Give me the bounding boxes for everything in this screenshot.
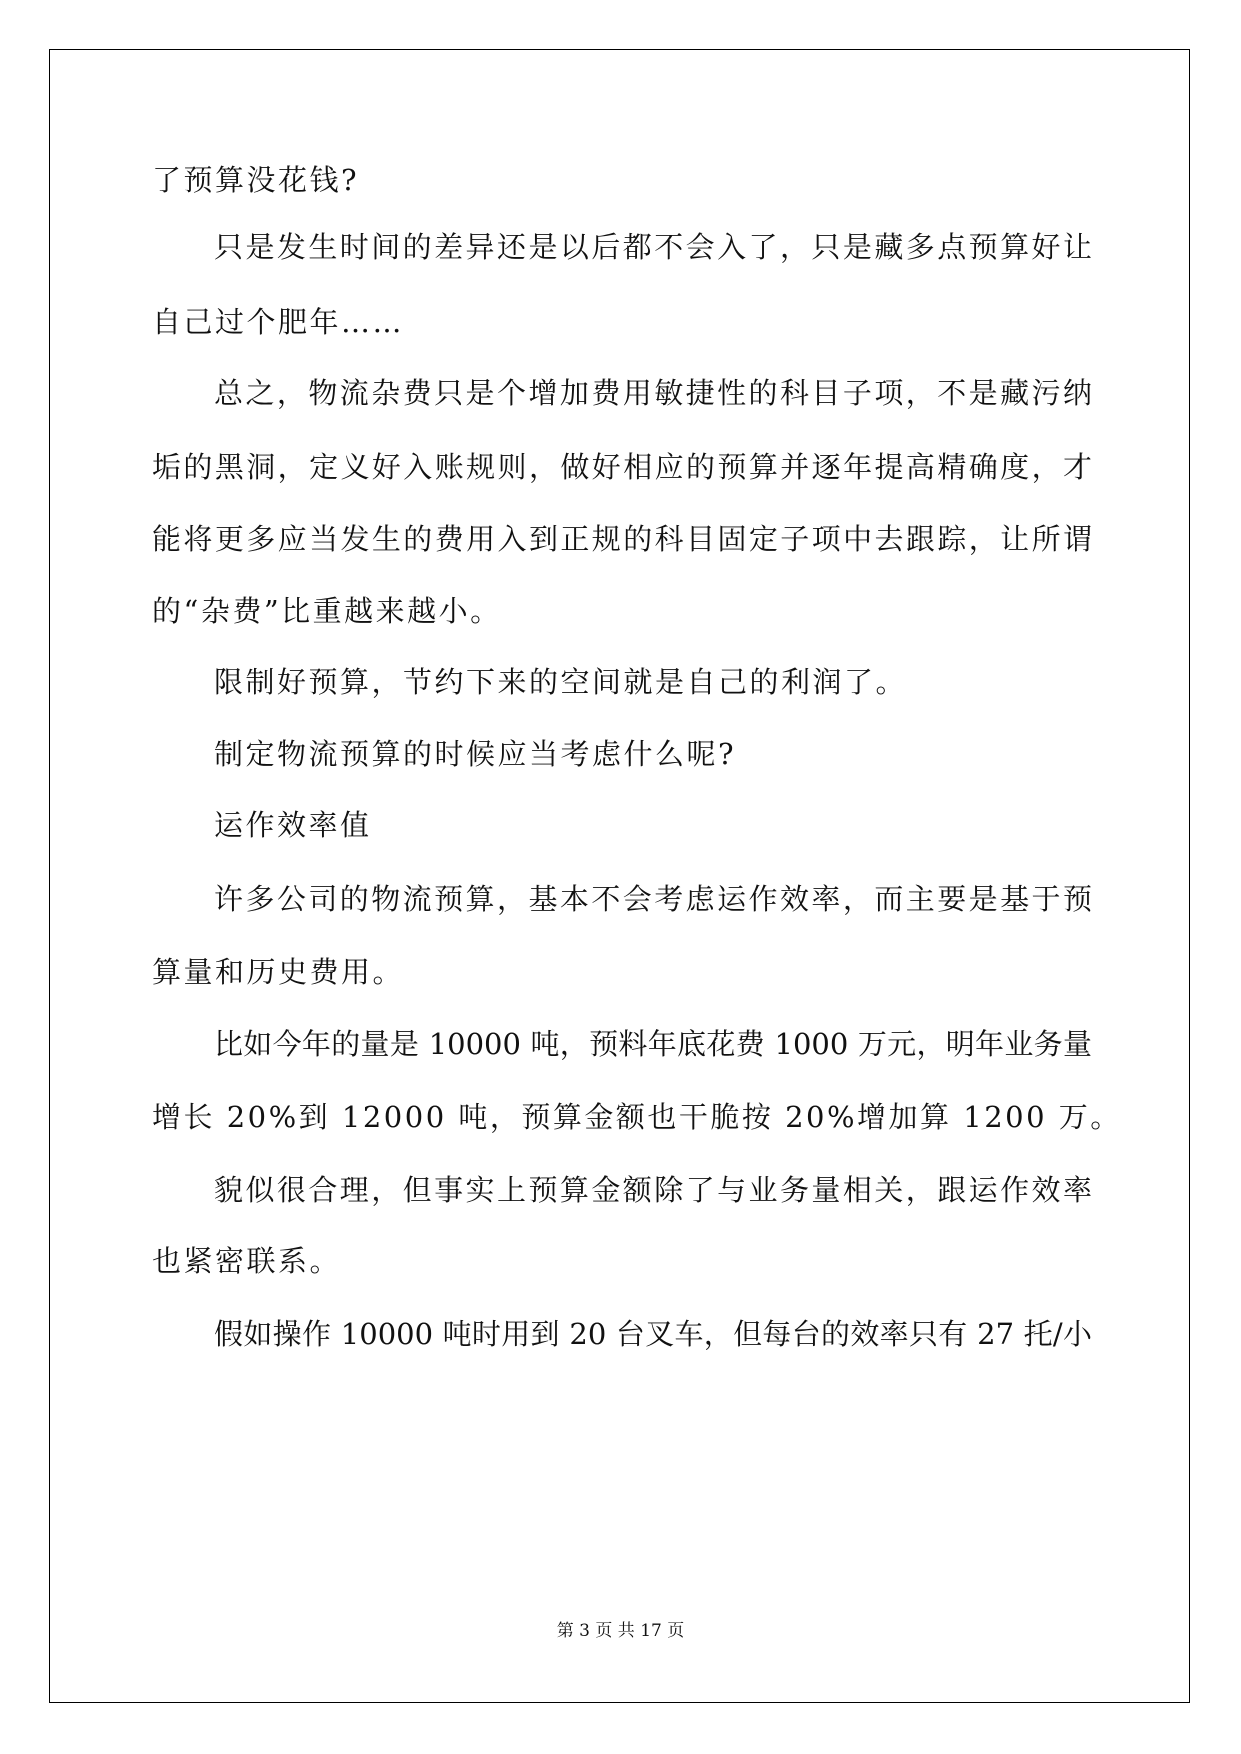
text-line-1: 了预算没花钱? (152, 163, 360, 197)
text-line-16: 也紧密联系。 (152, 1244, 342, 1278)
text-line-5: 垢的黑洞，定义好入账规则，做好相应的预算并逐年提高精确度，才 (152, 450, 1092, 484)
text-line-17: 假如操作 10000 吨时用到 20 台叉车，但每台的效率只有 27 托/小 (214, 1317, 1092, 1351)
text-line-9: 制定物流预算的时候应当考虑什么呢? (214, 737, 737, 771)
text-line-7: 的“杂费”比重越来越小。 (152, 594, 502, 628)
text-line-11: 许多公司的物流预算，基本不会考虑运作效率，而主要是基于预 (214, 882, 1092, 916)
page-footer: 第 3 页 共 17 页 (556, 1621, 685, 1641)
text-line-15: 貌似很合理，但事实上预算金额除了与业务量相关，跟运作效率 (214, 1173, 1092, 1207)
text-line-2: 只是发生时间的差异还是以后都不会入了，只是藏多点预算好让 (214, 230, 1092, 264)
text-line-3: 自己过个肥年…… (152, 305, 405, 339)
text-line-6: 能将更多应当发生的费用入到正规的科目固定子项中去跟踪，让所谓 (152, 522, 1092, 556)
text-line-4: 总之，物流杂费只是个增加费用敏捷性的科目子项，不是藏污纳 (214, 376, 1092, 410)
text-line-10: 运作效率值 (214, 808, 372, 842)
text-line-12: 算量和历史费用。 (152, 955, 405, 989)
text-line-13: 比如今年的量是 10000 吨，预料年底花费 1000 万元，明年业务量 (214, 1027, 1092, 1061)
text-line-8: 限制好预算，节约下来的空间就是自己的利润了。 (214, 665, 908, 699)
text-line-14: 增长 20%到 12000 吨，预算金额也干脆按 20%增加算 1200 万。 (152, 1100, 1122, 1134)
page-border (49, 49, 1190, 1703)
